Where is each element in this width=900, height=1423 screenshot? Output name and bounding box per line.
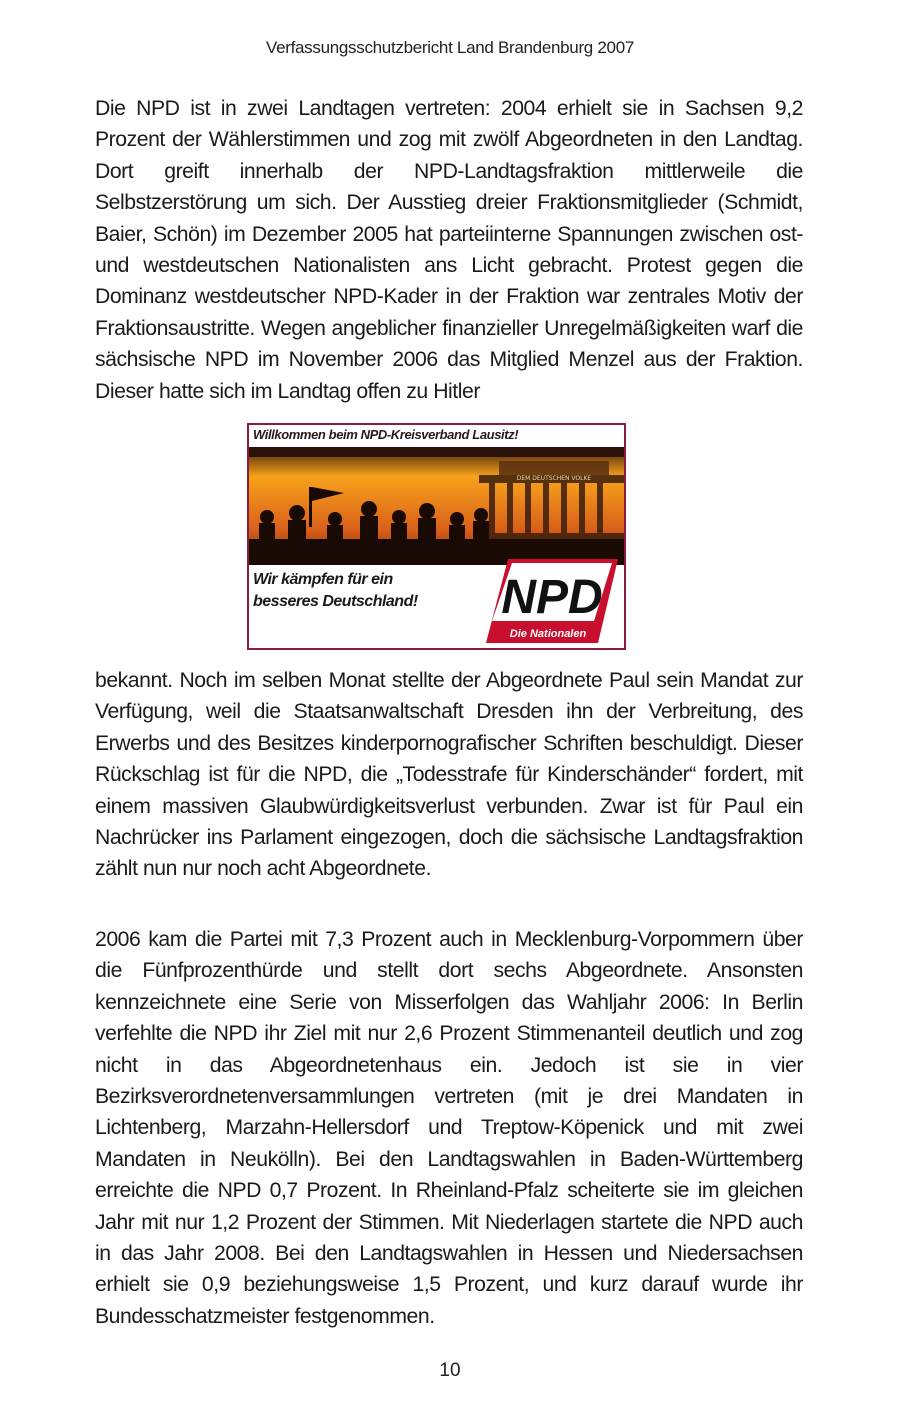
running-header: Verfassungsschutzbericht Land Brandenburg 2007 [265,38,635,57]
npd-logo [486,555,618,645]
banner-title-bar [249,425,624,447]
logo-text: NPD [501,571,603,624]
slogan-line-2: besseres Deutschland! [253,593,418,610]
body-paragraph-3: 2006 kam die Partei mit 7,3 Prozent auch in Mecklenburg-Vorpommern über die Fünfprozenthürde und stellt dort sechs Abgeordnete. Ansonsten kennzeichnete eine Serie von Misserfolgen das Wahljahr 2006: In Berlin verfehlte die NPD ihr Ziel mit nur 2,6 Prozent Stimmenanteil deutlich und zog nicht in das Abgeordnetenhaus ein. Jedoch ist sie in vier Bezirksverordnetenversammlungen vertreten (mit je drei Mandaten in Lichtenberg, Marzahn-Hellersdorf und Treptow-Köpenick und mit zwei Mandaten in Neukölln). Bei den Landtagswahlen in Baden-Württemberg erreichte die NPD 0,7 Prozent. In Rheinland-Pfalz scheiterte sie im gleichen Jahr mit nur 1,2 Prozent der Stimmen. Mit Niederlagen startete die NPD auch in das Jahr 2008. Bei den Landtagswahlen in Hessen und Niedersachsen erhielt sie 0,9 beziehungsweise 1,5 Prozent, und kurz darauf wurde ihr Bundesschatzmeister festgenommen. [95,928,803,1328]
logo-subtext: Die Nationalen [509,628,587,640]
page-number: 10 [439,1360,461,1381]
body-paragraph-2: bekannt. Noch im selben Monat stellte der Abgeordnete Paul sein Mandat zur Verfügung, weil die Staatsanwaltschaft Dresden ihn der Verbreitung, des Erwerbs und des Besitzes kinderpornografischer Schriften beschuldigt. Dieser Rückschlag ist für die NPD, die „Todesstrafe für Kinderschänder“ fordert, mit einem massiven Glaubwürdigkeitsverlust verbunden. Zwar ist für Paul ein Nachrücker ins Parlament eingezogen, doch die sächsische Landtagsfraktion zählt nun nur noch acht Abgeordnete. [95,669,803,881]
npd-banner-image [247,423,626,650]
building-sign-text: DEM DEUTSCHEN VOLKE [516,475,592,482]
banner-photo [249,447,624,565]
banner-title-text: Willkommen beim NPD-Kreisverband Lausitz! [253,427,519,442]
slogan-line-1: Wir kämpfen für ein [253,571,393,588]
body-paragraph-1: Die NPD ist in zwei Landtagen vertreten: 2004 erhielt sie in Sachsen 9,2 Prozent der Wählerstimmen und zog mit zwölf Abgeordneten in den Landtag. Dort greift innerhalb der NPD-Landtagsfraktion mittlerweile die Selbstzerstörung um sich. Der Ausstieg dreier Fraktionsmitglieder (Schmidt, Baier, Schön) im Dezember 2005 hat parteiinterne Spannungen zwischen ost- und westdeutschen Nationalisten ans Licht gebracht. Protest gegen die Dominanz westdeutscher NPD-Kader in der Fraktion war zentrales Motiv der Fraktionsaustritte. Wegen angeblicher finanzieller Unregelmäßigkeiten warf die sächsische NPD im November 2006 das Mitglied Menzel aus der Fraktion. Dieser hatte sich im Landtag offen zu Hitler [95,97,803,403]
